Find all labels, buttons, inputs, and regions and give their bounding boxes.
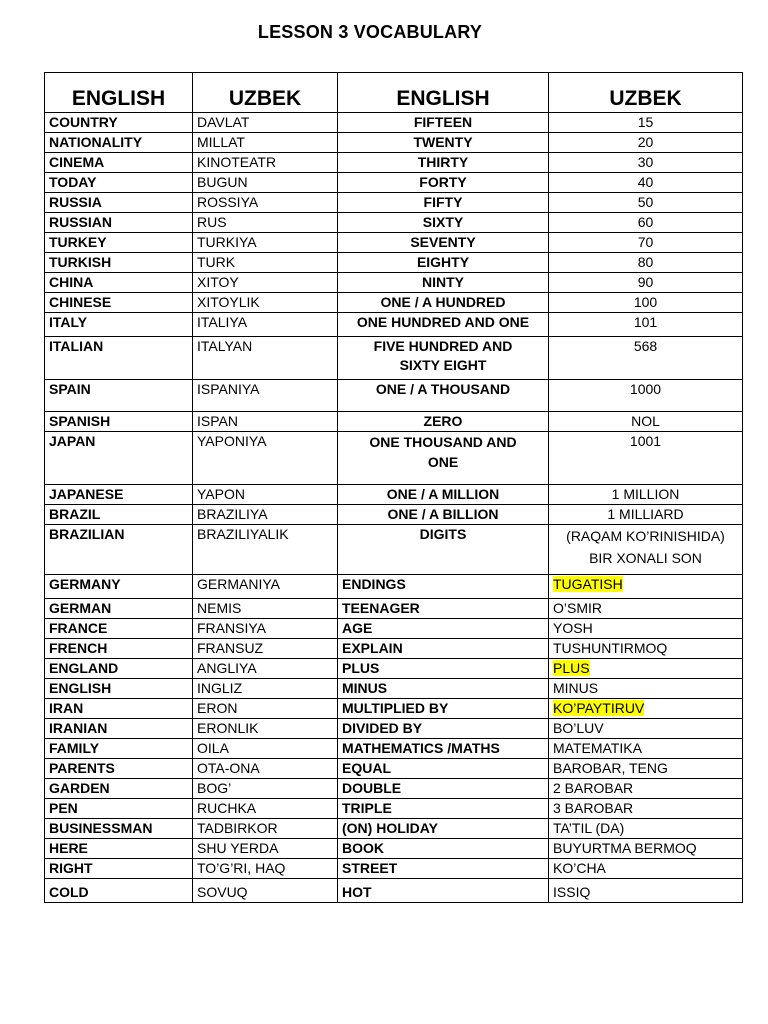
uzbek-word: DAVLAT [193, 113, 338, 133]
table-row [45, 599, 743, 619]
english-word-2: TRIPLE [338, 799, 549, 819]
uzbek-word: SOVUQ [193, 879, 338, 903]
uzbek-number: 50 [549, 193, 743, 213]
table-row [45, 432, 743, 485]
english-number: ZERO [338, 412, 549, 432]
header-english-1: ENGLISH [45, 73, 193, 113]
uzbek-word: ITALYAN [193, 337, 338, 380]
uzbek-word-2: 2 BAROBAR [549, 779, 743, 799]
table-row [45, 525, 743, 575]
uzbek-number: 20 [549, 133, 743, 153]
uzbek-number: 1000 [549, 380, 743, 412]
english-word: GARDEN [45, 779, 193, 799]
uzbek-word: ANGLIYA [193, 659, 338, 679]
table-row [45, 380, 743, 412]
english-number: FIVE HUNDRED AND SIXTY EIGHT [338, 337, 549, 380]
table-row [45, 839, 743, 859]
uzbek-word-2: TUSHUNTIRMOQ [549, 639, 743, 659]
english-word-2: TEENAGER [338, 599, 549, 619]
uzbek-word: BRAZILIYALIK [193, 525, 338, 575]
uzbek-word: TO’G’RI, HAQ [193, 859, 338, 879]
english-number: EIGHTY [338, 253, 549, 273]
table-row [45, 779, 743, 799]
table-row [45, 412, 743, 432]
header-english-2: ENGLISH [338, 73, 549, 113]
uzbek-word-2: ISSIQ [549, 879, 743, 903]
table-row [45, 879, 743, 903]
uzbek-word: INGLIZ [193, 679, 338, 699]
table-header-row [45, 73, 743, 113]
english-number: FIFTY [338, 193, 549, 213]
english-word-2: DOUBLE [338, 779, 549, 799]
english-word: HERE [45, 839, 193, 859]
english-word-2: MINUS [338, 679, 549, 699]
uzbek-word-2: YOSH [549, 619, 743, 639]
uzbek-word-2 [549, 575, 743, 599]
english-word: CHINA [45, 273, 193, 293]
table-row [45, 799, 743, 819]
header-uzbek-2: UZBEK [549, 73, 743, 113]
uzbek-number: 60 [549, 213, 743, 233]
table-row [45, 133, 743, 153]
uzbek-word: FRANSIYA [193, 619, 338, 639]
table-row [45, 739, 743, 759]
english-word: BRAZIL [45, 505, 193, 525]
uzbek-number: 90 [549, 273, 743, 293]
uzbek-number: (RAQAM KO’RINISHIDA) BIR XONALI SON [549, 525, 743, 575]
uzbek-word-2 [549, 659, 743, 679]
uzbek-word: XITOYLIK [193, 293, 338, 313]
uzbek-word: YAPONIYA [193, 432, 338, 485]
english-word: TURKEY [45, 233, 193, 253]
table-row [45, 659, 743, 679]
english-word: ENGLAND [45, 659, 193, 679]
table-row [45, 273, 743, 293]
table-row [45, 505, 743, 525]
english-word-2: PLUS [338, 659, 549, 679]
uzbek-number: 1 MILLIARD [549, 505, 743, 525]
english-word-2: MATHEMATICS /MATHS [338, 739, 549, 759]
english-word: ENGLISH [45, 679, 193, 699]
uzbek-word: ITALIYA [193, 313, 338, 337]
english-word: SPANISH [45, 412, 193, 432]
english-word: FRENCH [45, 639, 193, 659]
english-word-2: MULTIPLIED BY [338, 699, 549, 719]
english-word-2: ENDINGS [338, 575, 549, 599]
english-word-2: EXPLAIN [338, 639, 549, 659]
table-row [45, 619, 743, 639]
header-uzbek-1: UZBEK [193, 73, 338, 113]
uzbek-number: 100 [549, 293, 743, 313]
uzbek-number: 1001 [549, 432, 743, 485]
table-row [45, 719, 743, 739]
uzbek-number: 1 MILLION [549, 485, 743, 505]
uzbek-word: FRANSUZ [193, 639, 338, 659]
english-word: CINEMA [45, 153, 193, 173]
uzbek-word: RUS [193, 213, 338, 233]
english-word: SPAIN [45, 380, 193, 412]
highlighted-text: KO’PAYTIRUV [553, 700, 645, 716]
uzbek-number: 80 [549, 253, 743, 273]
english-word: FAMILY [45, 739, 193, 759]
table-row [45, 173, 743, 193]
uzbek-word-2: KO’CHA [549, 859, 743, 879]
page-title: LESSON 3 VOCABULARY [257, 22, 483, 42]
english-word: PEN [45, 799, 193, 819]
uzbek-word-2: O’SMIR [549, 599, 743, 619]
english-number: SEVENTY [338, 233, 549, 253]
table-row [45, 575, 743, 599]
english-word: BUSINESSMAN [45, 819, 193, 839]
uzbek-word: BUGUN [193, 173, 338, 193]
english-word: ITALY [45, 313, 193, 337]
table-row [45, 485, 743, 505]
english-word: CHINESE [45, 293, 193, 313]
uzbek-number: 568 [549, 337, 743, 380]
english-word-2: EQUAL [338, 759, 549, 779]
table-row [45, 679, 743, 699]
table-row [45, 233, 743, 253]
english-word: PARENTS [45, 759, 193, 779]
english-word: COLD [45, 879, 193, 903]
english-number: TWENTY [338, 133, 549, 153]
uzbek-word: RUCHKA [193, 799, 338, 819]
english-word: GERMAN [45, 599, 193, 619]
uzbek-number: 30 [549, 153, 743, 173]
uzbek-word: ERONLIK [193, 719, 338, 739]
english-word: RUSSIA [45, 193, 193, 213]
uzbek-number: NOL [549, 412, 743, 432]
uzbek-word: TADBIRKOR [193, 819, 338, 839]
uzbek-number: 15 [549, 113, 743, 133]
table-row [45, 253, 743, 273]
english-word: NATIONALITY [45, 133, 193, 153]
english-word-2: BOOK [338, 839, 549, 859]
table-row [45, 193, 743, 213]
table-row [45, 699, 743, 719]
uzbek-word-2: BAROBAR, TENG [549, 759, 743, 779]
table-row [45, 313, 743, 337]
english-word-2: STREET [338, 859, 549, 879]
uzbek-word-2: TA’TIL (DA) [549, 819, 743, 839]
english-word: RIGHT [45, 859, 193, 879]
english-number: SIXTY [338, 213, 549, 233]
table-row [45, 113, 743, 133]
english-number: ONE THOUSAND AND ONE [338, 432, 549, 485]
uzbek-word: OTA-ONA [193, 759, 338, 779]
english-word-2: (ON) HOLIDAY [338, 819, 549, 839]
table-row [45, 859, 743, 879]
english-word: COUNTRY [45, 113, 193, 133]
english-number: NINTY [338, 273, 549, 293]
table-row [45, 213, 743, 233]
english-word: IRANIAN [45, 719, 193, 739]
english-word: TURKISH [45, 253, 193, 273]
table-row [45, 639, 743, 659]
uzbek-number: 40 [549, 173, 743, 193]
uzbek-word: ISPANIYA [193, 380, 338, 412]
uzbek-word: TURKIYA [193, 233, 338, 253]
vocabulary-table [44, 72, 743, 903]
english-number: DIGITS [338, 525, 549, 575]
english-number: ONE / A THOUSAND [338, 380, 549, 412]
uzbek-word: SHU YERDA [193, 839, 338, 859]
uzbek-word: ROSSIYA [193, 193, 338, 213]
uzbek-word-2 [549, 699, 743, 719]
uzbek-word: KINOTEATR [193, 153, 338, 173]
uzbek-word: GERMANIYA [193, 575, 338, 599]
highlighted-text: TUGATISH [553, 576, 623, 592]
uzbek-word: ERON [193, 699, 338, 719]
uzbek-word: BOG’ [193, 779, 338, 799]
highlighted-text: PLUS [553, 660, 590, 676]
english-number: FORTY [338, 173, 549, 193]
table-row [45, 153, 743, 173]
english-number: FIFTEEN [338, 113, 549, 133]
table-row [45, 759, 743, 779]
uzbek-word: OILA [193, 739, 338, 759]
english-word: RUSSIAN [45, 213, 193, 233]
english-number: ONE / A BILLION [338, 505, 549, 525]
uzbek-word-2: BO’LUV [549, 719, 743, 739]
uzbek-word: MILLAT [193, 133, 338, 153]
uzbek-word: BRAZILIYA [193, 505, 338, 525]
english-word-2: DIVIDED BY [338, 719, 549, 739]
uzbek-word: TURK [193, 253, 338, 273]
uzbek-number: 101 [549, 313, 743, 337]
uzbek-word-2: MINUS [549, 679, 743, 699]
english-number: THIRTY [338, 153, 549, 173]
english-word: TODAY [45, 173, 193, 193]
uzbek-word: XITOY [193, 273, 338, 293]
table-row [45, 293, 743, 313]
english-word-2: AGE [338, 619, 549, 639]
uzbek-word: ISPAN [193, 412, 338, 432]
english-word: IRAN [45, 699, 193, 719]
table-row [45, 337, 743, 380]
english-word: ITALIAN [45, 337, 193, 380]
uzbek-word: YAPON [193, 485, 338, 505]
english-word-2: HOT [338, 879, 549, 903]
uzbek-number: 70 [549, 233, 743, 253]
uzbek-word-2: BUYURTMA BERMOQ [549, 839, 743, 859]
english-word: GERMANY [45, 575, 193, 599]
uzbek-word-2: 3 BAROBAR [549, 799, 743, 819]
english-number: ONE / A HUNDRED [338, 293, 549, 313]
uzbek-word-2: MATEMATIKA [549, 739, 743, 759]
english-word: JAPANESE [45, 485, 193, 505]
uzbek-word: NEMIS [193, 599, 338, 619]
english-word: BRAZILIAN [45, 525, 193, 575]
english-word: FRANCE [45, 619, 193, 639]
english-word: JAPAN [45, 432, 193, 485]
table-row [45, 819, 743, 839]
english-number: ONE / A MILLION [338, 485, 549, 505]
english-number: ONE HUNDRED AND ONE [338, 313, 549, 337]
